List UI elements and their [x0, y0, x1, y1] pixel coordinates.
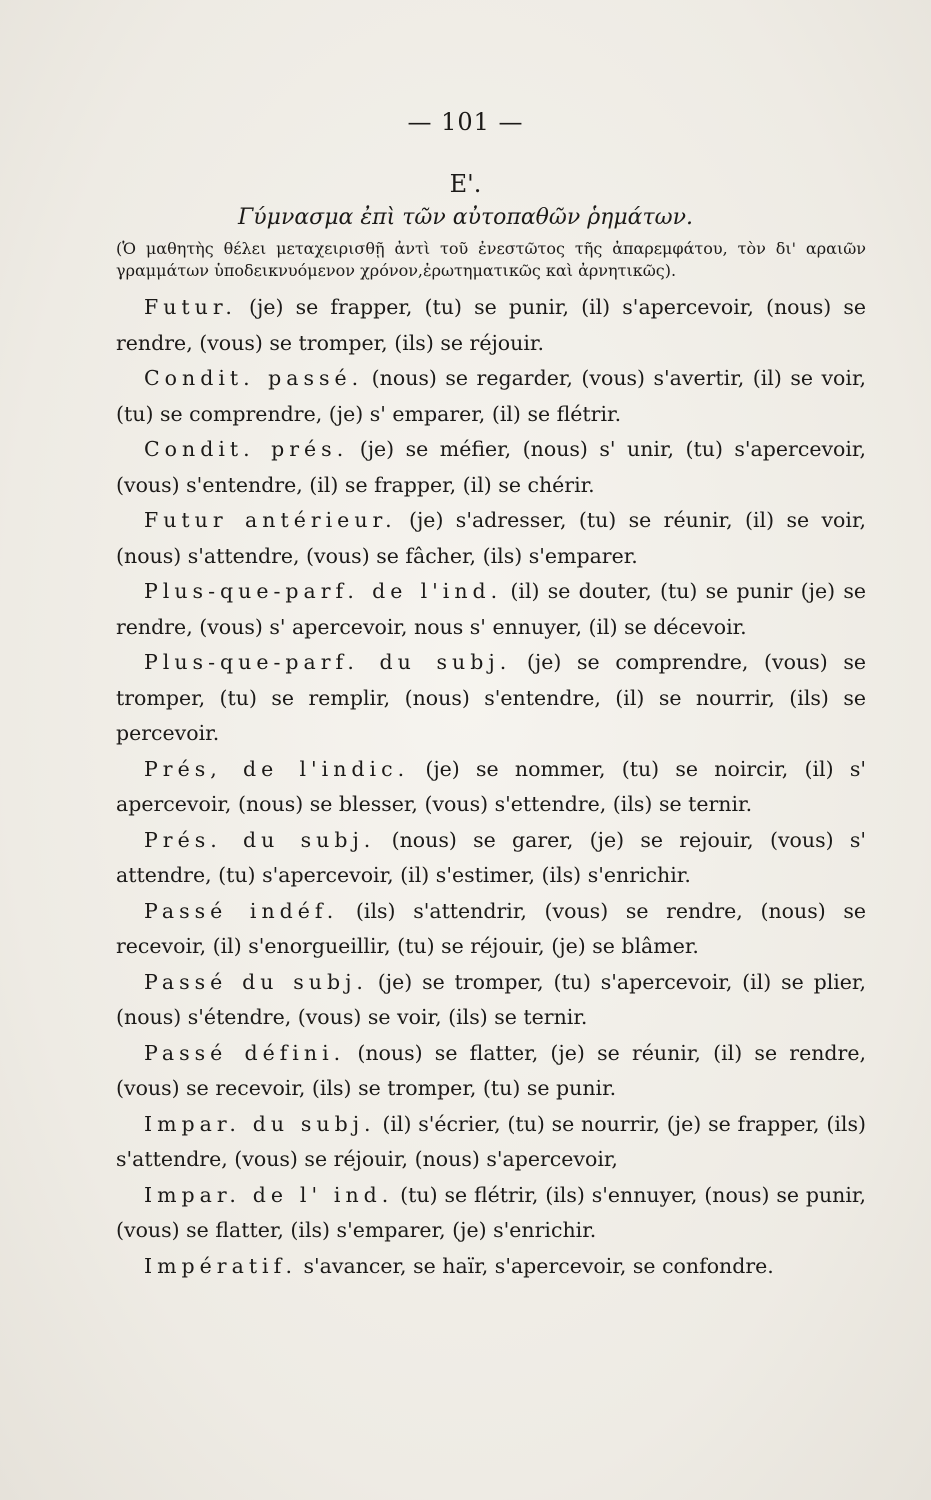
- verb-list: (je) se nommer, (tu) se noircir, (il) s' apercevoir, (nous) se blesser, (vous) s'ettendre, (ils) se ternir.: [116, 756, 866, 816]
- tense-label: Impératif.: [144, 1253, 297, 1278]
- exercise-paragraph: [116, 1249, 866, 1285]
- verb-list: (je) se frapper, (tu) se punir, (il) s'apercevoir, (nous) se rendre, (vous) se tromper, (ils) se réjouir.: [116, 295, 866, 355]
- tense-label: Futur.: [144, 295, 237, 319]
- verb-list: (je) se tromper, (tu) s'apercevoir, (il) se plier, (nous) s'étendre, (vous) se voir, (ils) se ternir.: [116, 969, 866, 1029]
- exercise-paragraph: [116, 1107, 866, 1178]
- verb-list: (tu) se flétrir, (ils) s'ennuyer, (nous) se punir, (vous) se flatter, (ils) s'emparer, (je) s'enrichir.: [116, 1182, 866, 1242]
- tense-label: Passé défini.: [144, 1040, 346, 1065]
- verb-list: (il) s'écrier, (tu) se nourrir, (je) se frapper, (ils) s'attendre, (vous) se réjouir, (nous) s'apercevoir,: [116, 1111, 866, 1171]
- instruction-note: (Ὁ μαθητὴς θέλει μεταχειρισθῇ ἀντὶ τοῦ ἐνεστῶτος τῆς ἀπαρεμφάτου, τὸν δι' αραιῶν γραμμάτων ὑποδεικνυόμενον χρόνον,ἐρωτηματικῶς καὶ ἀρνητικῶς).: [116, 239, 866, 280]
- page-number: — 101 —: [407, 108, 524, 136]
- verb-list: (je) s'adresser, (tu) se réunir, (il) se voir, (nous) s'attendre, (vous) se fâcher, (ils) s'emparer.: [116, 508, 867, 568]
- tense-label: Condit. prés.: [144, 437, 349, 461]
- verb-list: (ils) s'attendrir, (vous) se rendre, (nous) se recevoir, (il) s'enorgueillir, (tu) se réjouir, (je) se blâmer.: [116, 898, 867, 958]
- verb-list: (nous) se garer, (je) se rejouir, (vous) s' attendre, (tu) s'apercevoir, (il) s'estimer, (ils) s'enrichir.: [116, 827, 867, 887]
- verb-list: (je) se méfier, (nous) s' unir, (tu) s'apercevoir, (vous) s'entendre, (il) se frapper, (il) se chérir.: [116, 437, 866, 497]
- exercise-paragraph: [116, 503, 866, 574]
- tense-label: Impar. du subj.: [144, 1111, 376, 1136]
- exercise-body: [116, 290, 866, 1284]
- exercise-paragraph: [116, 965, 866, 1036]
- exercise-paragraph: [116, 1036, 866, 1107]
- tense-label: Impar. de l' ind.: [144, 1182, 394, 1207]
- exercise-paragraph: [116, 752, 866, 823]
- verb-list: (je) se comprendre, (vous) se tromper, (tu) se remplir, (nous) s'entendre, (il) se nourrir, (ils) se percevoir.: [116, 650, 866, 745]
- verb-list: (il) se douter, (tu) se punir (je) se rendre, (vous) s' apercevoir, nous s' ennuyer, (il) se décevoir.: [116, 579, 866, 639]
- verb-list: s'avancer, se haïr, s'apercevoir, se confondre.: [296, 1253, 774, 1278]
- tense-label: Plus-que-parf. de l'ind.: [144, 579, 503, 603]
- tense-label: Passé indéf.: [144, 898, 339, 923]
- tense-label: Prés, de l'indic.: [144, 756, 410, 781]
- exercise-paragraph: [116, 574, 866, 645]
- exercise-paragraph: [116, 432, 866, 503]
- verb-list: (nous) se flatter, (je) se réunir, (il) se rendre, (vous) se recevoir, (ils) se tromper, (tu) se punir.: [116, 1040, 866, 1100]
- tense-label: Prés. du subj.: [144, 827, 376, 852]
- exercise-paragraph: [116, 823, 866, 894]
- verb-list: (nous) se regarder, (vous) s'avertir, (il) se voir, (tu) se comprendre, (je) s' emparer, (il) se flétrir.: [116, 366, 867, 426]
- tense-label: Passé du subj.: [144, 969, 368, 994]
- tense-label: Plus-que-parf. du subj.: [144, 650, 512, 674]
- exercise-paragraph: [116, 1178, 866, 1249]
- exercise-title: Γύμνασμα ἐπὶ τῶν αὐτοπαθῶν ῥημάτων.: [238, 205, 693, 230]
- exercise-paragraph: [116, 361, 866, 432]
- exercise-paragraph: [116, 894, 866, 965]
- tense-label: Condit. passé.: [144, 366, 364, 390]
- exercise-paragraph: [116, 645, 866, 752]
- section-mark: Ε'.: [449, 170, 482, 198]
- tense-label: Futur antérieur.: [144, 508, 397, 532]
- exercise-paragraph: [116, 290, 866, 361]
